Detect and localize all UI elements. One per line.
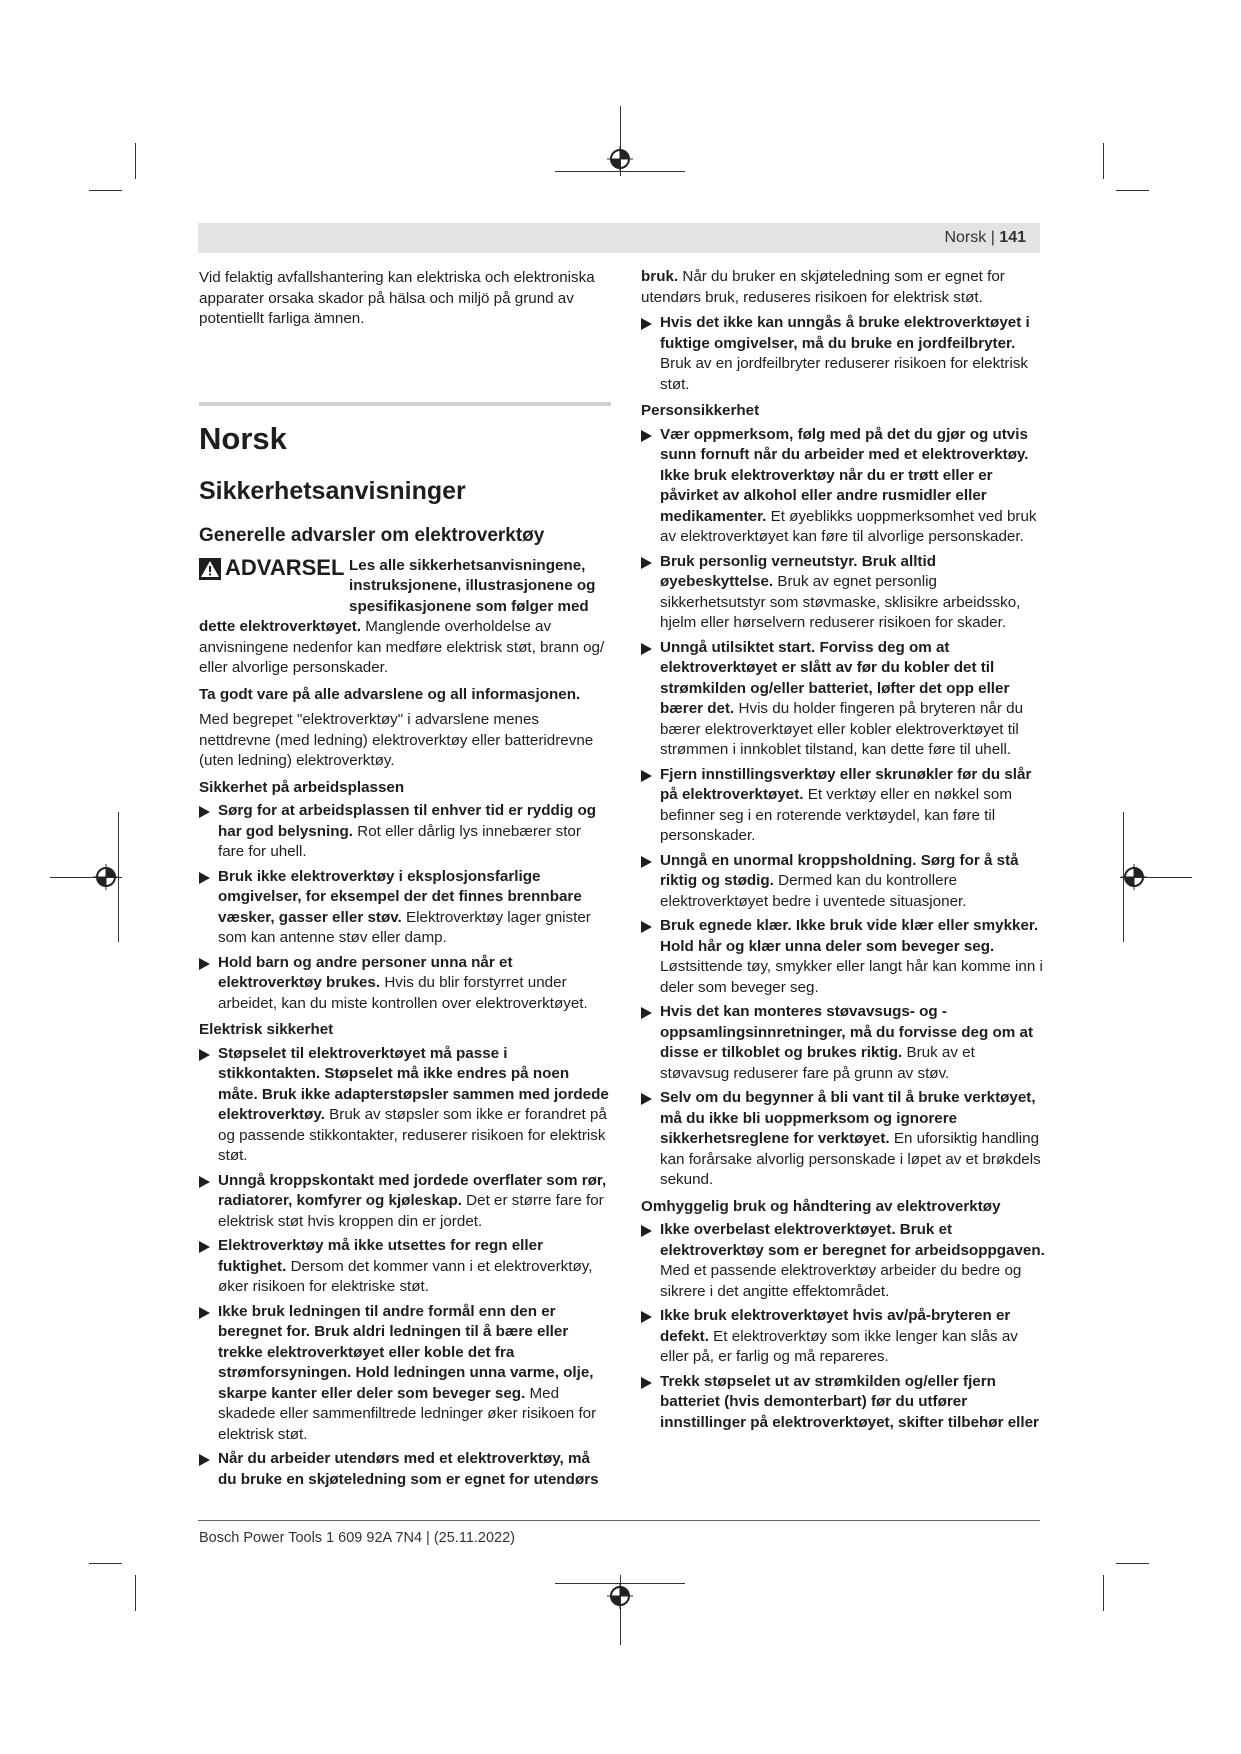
list-item-bold: Fjern innstillingsverktøy eller skrunøkler før du slår på elektroverktøyet. — [660, 765, 1032, 803]
list-item-bold: Bruk ikke elektroverktøy i eksplosjonsfarlige omgivelser, for eksempel der det finnes brennbare væsker, gasser eller støv. — [218, 867, 582, 926]
registration-mark-icon — [1121, 864, 1147, 890]
warning-label-text: ADVARSEL — [225, 554, 345, 580]
triangle-bullet-icon — [641, 557, 652, 569]
list-item-bold: Hvis det kan monteres støvavsugs- og -oppsamlingsinnretninger, må du forvisse deg om at disse er tilkoblet og brukes riktig. — [660, 1003, 1034, 1061]
registration-mark-icon — [607, 1583, 633, 1609]
list-item-bold: Støpselet til elektroverktøyet må passe i stikkontakten. Støpselet må ikke endres på noen måte. Bruk ikke adapterstøpsler sammen med jordede elektroverktøy. — [218, 1044, 609, 1123]
crop-mark — [89, 1563, 122, 1564]
list-item-text: En uforsiktig handling kan forårsake alvorlig personskade i løpet av et brøkdels sekund. — [660, 1130, 1041, 1188]
triangle-bullet-icon — [199, 806, 210, 818]
list-item-text: Hvis du blir forstyrret under arbeidet, kan du miste kontrollen over elektroverktøyet. — [218, 974, 588, 1012]
list-item-text: Dermed kan du kontrollere elektroverktøyet bedre i uventede situasjoner. — [660, 872, 967, 910]
continued-bold: bruk. — [641, 268, 679, 285]
list-item — [641, 916, 1046, 998]
list-item-bold: Trekk støpselet ut av strømkilden og/eller fjern batteriet (hvis demonterbart) før du utfører innstillinger på elektroverktøyet, skifter tilbehør eller — [660, 1372, 1039, 1431]
triangle-bullet-icon — [199, 1241, 210, 1253]
list-item-bold: Elektroverktøy må ikke utsettes for regn eller fuktighet. — [218, 1237, 543, 1275]
continued-paragraph — [641, 267, 1046, 308]
list-item — [641, 851, 1046, 913]
sub-heading: Generelle advarsler om elektroverktøy — [199, 524, 545, 546]
list-item — [199, 867, 611, 949]
workplace-list — [199, 801, 611, 1014]
continued-text: Når du bruker en skjøteledning som er egnet for utendørs bruk, reduseres risikoen for elektrisk støt. — [641, 268, 1005, 306]
triangle-bullet-icon — [641, 643, 652, 655]
electrical-title: Elektrisk sikkerhet — [199, 1021, 334, 1038]
crop-mark — [1103, 143, 1104, 179]
list-item — [199, 953, 611, 1015]
list-item-bold: Når du arbeider utendørs med et elektroverktøy, må du bruke en skjøteledning som er egnet for utendørs — [218, 1450, 599, 1488]
list-item-text: Elektroverktøy lager gnister som kan antenne støv eller damp. — [218, 908, 591, 946]
handling-title: Omhyggelig bruk og håndtering av elektroverktøy — [641, 1197, 1001, 1215]
list-item-text: Et verktøy eller en nøkkel som befinner seg i en roterende verktøydel, kan føre til personskader. — [660, 786, 1012, 844]
list-item — [199, 1236, 611, 1298]
warning-text: Manglende overholdelse av anvisningene nedenfor kan medføre elektrisk støt, brann og/ eller alvorlige personskader. — [199, 618, 605, 676]
list-item-text: Bruk av støpsler som ikke er forandret på og passende stikkontakter, reduserer risikoen for elektrisk støt. — [218, 1106, 607, 1164]
intro-paragraph: Vid felaktig avfallshantering kan elektriska och elektroniska apparater orsaka skador på hälsa och miljö på grund av potentiellt farliga ämnen. — [199, 269, 595, 327]
list-item — [641, 1306, 1046, 1368]
list-item-bold: Unngå en unormal kroppsholdning. Sørg for å stå riktig og stødig. — [660, 851, 1019, 889]
list-item — [641, 552, 1046, 634]
list-item — [641, 1372, 1046, 1434]
registration-mark-icon — [607, 146, 633, 172]
triangle-bullet-icon — [641, 921, 652, 933]
list-item — [199, 1044, 611, 1167]
page-number: 141 — [999, 229, 1026, 246]
list-item-bold: Ikke bruk elektroverktøyet hvis av/på-bryteren er defekt. — [660, 1307, 1011, 1345]
triangle-bullet-icon — [199, 872, 210, 884]
triangle-bullet-icon — [199, 1307, 210, 1319]
list-item-bold: Bruk personlig verneutstyr. Bruk alltid øyebeskyttelse. — [660, 552, 936, 590]
list-item-bold: Sørg for at arbeidsplassen til enhver tid er ryddig og har god belysning. — [218, 802, 597, 840]
triangle-bullet-icon — [641, 318, 652, 330]
list-item-bold: Ikke overbelast elektroverktøyet. Bruk et elektroverktøy som er beregnet for arbeidsoppgaven. — [660, 1221, 1045, 1259]
list-item — [641, 1088, 1046, 1191]
triangle-bullet-icon — [199, 1454, 210, 1466]
personal-title: Personsikkerhet — [641, 402, 760, 419]
triangle-bullet-icon — [641, 770, 652, 782]
crop-mark — [135, 1575, 136, 1611]
triangle-bullet-icon — [199, 958, 210, 970]
list-item-bold: Unngå utilsiktet start. Forviss deg om at elektroverktøyet er slått av før du kobler det til strømkilden og/eller batteriet, løfter det opp eller bærer det. — [660, 638, 1010, 717]
crop-mark — [1116, 190, 1149, 191]
personal-list — [641, 425, 1046, 1191]
header-page-label — [944, 229, 1026, 247]
triangle-bullet-icon — [641, 856, 652, 868]
list-item-text: Med et passende elektroverktøy arbeider du bedre og sikrere i det angitte effektområdet. — [660, 1262, 1022, 1300]
triangle-bullet-icon — [641, 1225, 652, 1237]
footer-text: Bosch Power Tools 1 609 92A 7N4 | (25.11.2022) — [199, 1530, 515, 1546]
list-item-bold: Selv om du begynner å bli vant til å bruke verktøyet, må du ikke bli uoppmerksom og ignorere sikkerhetsreglene for verktøyet. — [660, 1089, 1036, 1147]
definition-paragraph: Med begrepet "elektroverktøy" i advarslene menes nettdrevne (med ledning) elektroverktøy eller batteridrevne (uten ledning) elektroverktøy. — [199, 711, 594, 769]
keep-instructions: Ta godt vare på alle advarslene og all informasjonen. — [199, 685, 581, 703]
list-item — [199, 1171, 611, 1233]
list-item-text: Det er større fare for elektrisk støt hvis kroppen din er jordet. — [218, 1192, 604, 1230]
crop-mark — [1103, 1575, 1104, 1611]
left-column — [199, 268, 611, 1494]
list-item — [199, 1449, 611, 1490]
list-item-text: Bruk av en jordfeilbryter reduserer risikoen for elektrisk støt. — [660, 355, 1029, 393]
list-item-text: Bruk av egnet personlig sikkerhetsutstyr som støvmaske, sklisikre arbeidssko, hjelm eller hørselvern reduserer risikoen for skader. — [660, 573, 1021, 631]
list-item — [199, 1302, 611, 1446]
header-language: Norsk — [944, 229, 987, 246]
continued-list — [641, 313, 1046, 395]
page-header — [198, 223, 1040, 253]
triangle-bullet-icon — [641, 1007, 652, 1019]
list-item-text: Med skadede eller sammenfiltrede ledninger øker risikoen for elektrisk støt. — [218, 1384, 597, 1443]
warning-bold: Les alle sikkerhetsanvisningene, instruksjonene, illustrasjonene og spesifikasjonene som følger med dette elektroverktøyet. — [199, 556, 596, 635]
list-item-bold: Vær oppmerksom, følg med på det du gjør og utvis sunn fornuft når du arbeider med et elektroverktøy. Ikke bruk elektroverktøy når du er trøtt eller er påvirket av alkohol eller andre rusmidler eller medikamenter. — [660, 425, 1029, 525]
list-item-text: Dersom det kommer vann i et elektroverktøy, øker risikoen for elektriske støt. — [218, 1257, 593, 1295]
list-item-bold: Hvis det ikke kan unngås å bruke elektroverktøyet i fuktige omgivelser, må du bruke en jordfeilbryter. — [660, 314, 1030, 352]
list-item-text: Et øyeblikks uoppmerksomhet ved bruk av elektroverktøyet kan føre til alvorlige personskader. — [660, 507, 1037, 545]
warning-label — [199, 556, 349, 598]
list-item-text: Bruk av et støvavsug reduserer fare på grunn av støv. — [660, 1044, 975, 1082]
language-title: Norsk — [199, 420, 287, 456]
list-item-text: Et elektroverktøy som ikke lenger kan slås av eller på, er farlig og må repareres. — [660, 1327, 1018, 1365]
header-separator: | — [990, 229, 995, 246]
warning-block — [199, 556, 611, 679]
list-item — [641, 425, 1046, 548]
list-item-text: Hvis du holder fingeren på bryteren når du bærer elektroverktøyet eller kobler elektroverktøyet til strømmen i innkoblet tilstand, kan dette føre til uhell. — [660, 700, 1024, 758]
list-item-bold: Bruk egnede klær. Ikke bruk vide klær eller smykker. Hold hår og klær unna deler som beveger seg. — [660, 917, 1039, 955]
list-item — [641, 765, 1046, 847]
registration-mark-icon — [93, 864, 119, 890]
warning-triangle-icon — [199, 558, 221, 580]
triangle-bullet-icon — [199, 1049, 210, 1061]
list-item — [199, 801, 611, 863]
workplace-title: Sikkerhet på arbeidsplassen — [199, 778, 405, 796]
crop-mark — [1116, 1563, 1149, 1564]
triangle-bullet-icon — [641, 1311, 652, 1323]
electrical-list — [199, 1044, 611, 1491]
footer-rule — [198, 1520, 1040, 1521]
main-heading: Sikkerhetsanvisninger — [199, 476, 466, 505]
triangle-bullet-icon — [641, 1093, 652, 1105]
right-column — [641, 267, 1046, 1437]
list-item-bold: Hold barn og andre personer unna når et elektroverktøy brukes. — [218, 953, 513, 991]
triangle-bullet-icon — [199, 1176, 210, 1188]
list-item — [641, 1002, 1046, 1084]
section-divider — [199, 402, 611, 406]
handling-list — [641, 1220, 1046, 1433]
list-item — [641, 313, 1046, 395]
list-item-bold: Unngå kroppskontakt med jordede overflater som rør, radiatorer, komfyrer og kjøleskap. — [218, 1171, 607, 1209]
list-item-bold: Ikke bruk ledningen til andre formål enn den er beregnet for. Bruk aldri ledningen til å bære eller trekke elektroverktøyet eller koble det fra strømforsyningen. Hold ledningen unna varme, olje, skarpe kanter eller deler som beveger seg. — [218, 1302, 594, 1402]
triangle-bullet-icon — [641, 1377, 652, 1389]
triangle-bullet-icon — [641, 430, 652, 442]
crop-mark — [89, 190, 122, 191]
crop-mark — [135, 143, 136, 179]
list-item-text: Rot eller dårlig lys innebærer stor fare for uhell. — [218, 822, 581, 860]
list-item-text: Løstsittende tøy, smykker eller langt hår kan komme inn i deler som beveger seg. — [660, 958, 1043, 996]
list-item — [641, 638, 1046, 761]
list-item — [641, 1220, 1046, 1302]
